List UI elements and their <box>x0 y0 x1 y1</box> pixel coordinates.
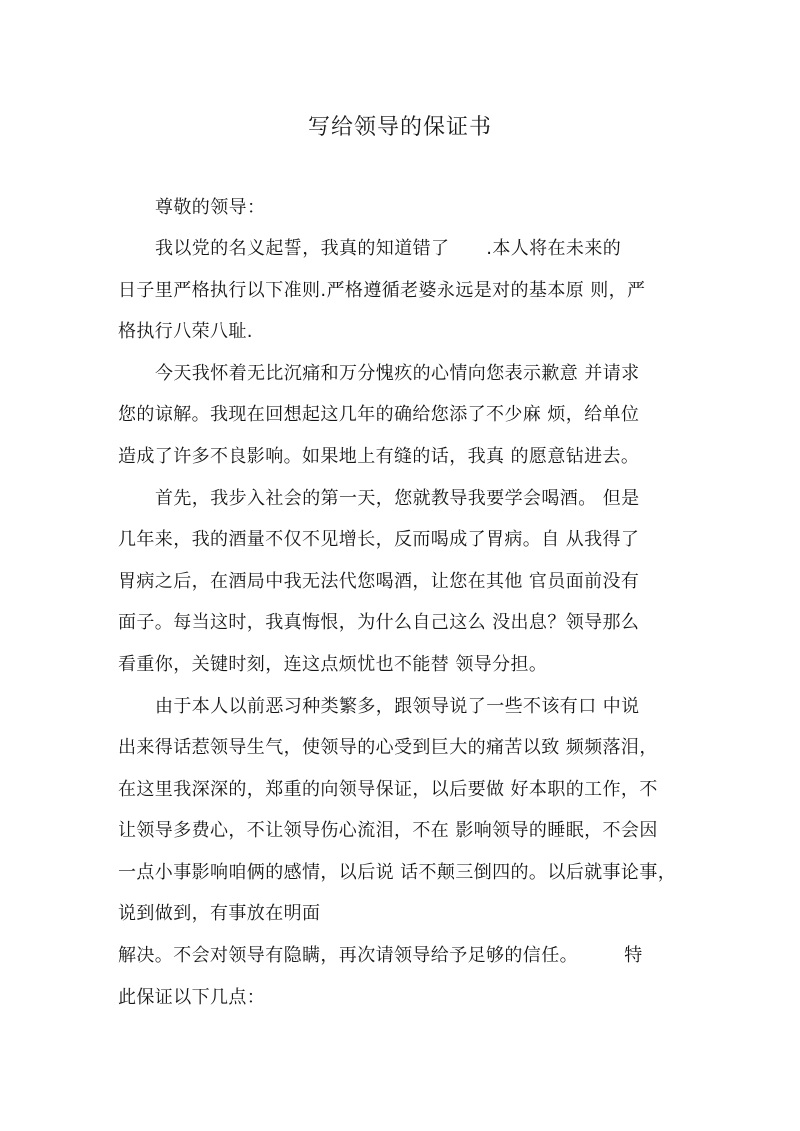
body-line: 格执行八荣八耻. <box>118 321 253 342</box>
body-line: 造成了许多不良影响。如果地上有缝的话，我真 的愿意钻进去。 <box>118 446 640 467</box>
body-line: 解决。不会对领导有隐瞒，再次请领导给予足够的信任。 特 <box>118 945 643 966</box>
body-line: 日子里严格执行以下准则.严格遵循老婆永远是对的基本原 则，严 <box>118 280 646 301</box>
body-line: 面子。每当这时，我真悔恨，为什么自己这么 没出息？领导那么 <box>118 612 640 633</box>
body-line: 我以党的名义起誓，我真的知道错了 .本人将在未来的 <box>155 238 622 259</box>
salutation-line: 尊敬的领导： <box>155 197 266 218</box>
body-line: 看重你，关键时刻，连这点烦忧也不能替 领导分担。 <box>118 654 548 675</box>
body-line: 说到做到，有事放在明面 <box>118 903 321 924</box>
body-line: 让领导多费心，不让领导伤心流泪，不在 影响领导的睡眠，不会因 <box>118 820 658 841</box>
body-line: 一点小事影响咱俩的感情，以后说 话不颠三倒四的。以后就事论事， <box>118 862 677 883</box>
body-line: 在这里我深深的，郑重的向领导保证，以后要做 好本职的工作，不 <box>118 779 658 800</box>
body-line: 首先，我步入社会的第一天，您就教导我要学会喝酒。 但是 <box>155 488 640 509</box>
body-line: 您的谅解。我现在回想起这几年的确给您添了不少麻 烦，给单位 <box>118 404 640 425</box>
body-line: 今天我怀着无比沉痛和万分愧疚的心情向您表示歉意 并请求 <box>155 363 640 384</box>
body-line: 由于本人以前恶习种类繁多，跟领导说了一些不该有口 中说 <box>155 696 640 717</box>
body-line: 胃病之后，在酒局中我无法代您喝酒，让您在其他 官员面前没有 <box>118 571 640 592</box>
body-line: 几年来，我的酒量不仅不见增长，反而喝成了胃病。自 从我得了 <box>118 529 640 550</box>
document-title: 写给领导的保证书 <box>307 115 492 140</box>
body-line: 出来得话惹领导生气，使领导的心受到巨大的痛苦以致 频频落泪， <box>118 737 658 758</box>
body-line: 此保证以下几点： <box>118 987 266 1008</box>
